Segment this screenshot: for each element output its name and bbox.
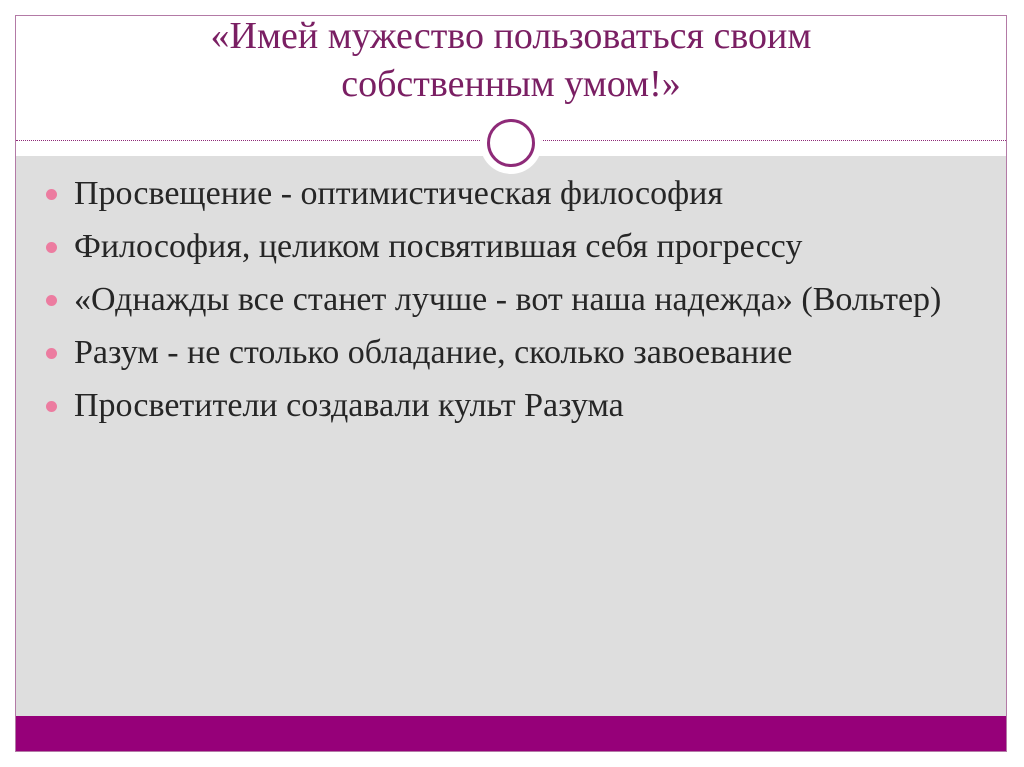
bullet-item — [44, 172, 944, 215]
slide-title: «Имей мужество пользоваться своим собственным умом!» — [210, 15, 812, 105]
bullet-text: Разум - не столько обладание, сколько завоевание — [74, 334, 793, 371]
bullet-dot-icon — [46, 242, 57, 253]
bullet-text: Просвещение - оптимистическая философия — [74, 175, 723, 212]
bullet-item — [44, 225, 944, 268]
bullet-text: Просветители создавали культ Разума — [74, 387, 624, 424]
bullet-text: Философия, целиком посвятившая себя прогрессу — [74, 228, 803, 265]
decorative-ring-icon — [480, 112, 542, 174]
bullet-item — [44, 278, 944, 321]
bullet-dot-icon — [46, 295, 57, 306]
bottom-accent-bar — [16, 716, 1006, 751]
bullet-text: «Однажды все станет лучше - вот наша надежда» (Вольтер) — [74, 281, 942, 318]
bullet-item — [44, 384, 944, 427]
bullet-dot-icon — [46, 401, 57, 412]
bullet-item — [44, 331, 944, 374]
bullet-dot-icon — [46, 348, 57, 359]
bullet-list — [44, 172, 944, 437]
bullet-dot-icon — [46, 189, 57, 200]
